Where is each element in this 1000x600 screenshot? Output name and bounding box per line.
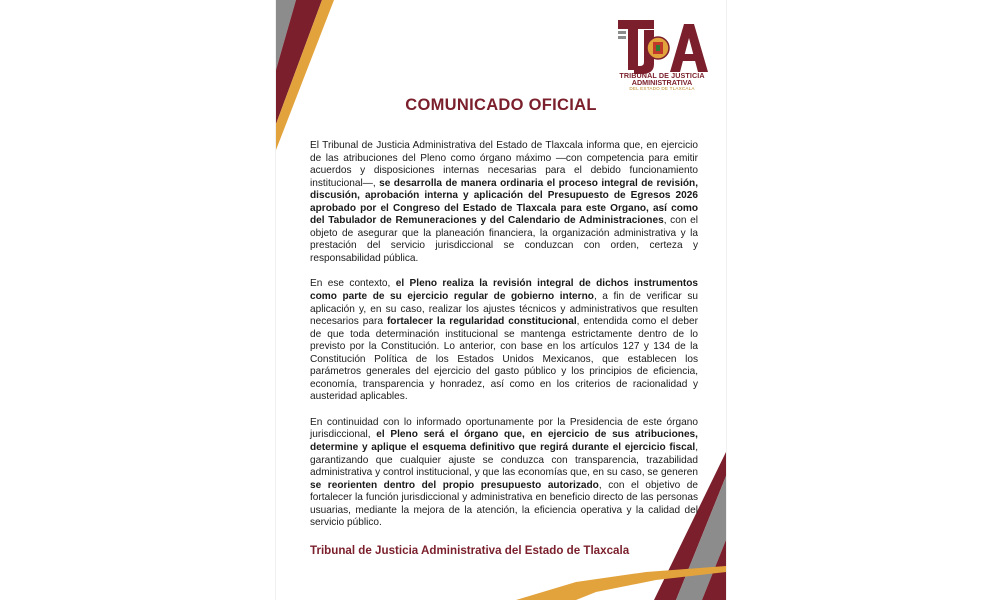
text-run: El Tribunal de Justicia Administrativa del Estado de Tlaxcala informa que, en ejercicio de las atribuciones del Pleno como órgano máximo —con competencia para emitir acuerdos y disposiciones internas necesarias para el debido funcionamiento institucional—, bbox=[310, 140, 698, 189]
logo-line-3: DEL ESTADO DE TLAXCALA bbox=[629, 86, 695, 92]
body-paragraph-1 bbox=[310, 140, 698, 265]
bold-run: se reorienten dentro del propio presupuesto autorizado bbox=[310, 479, 599, 491]
bold-run: fortalecer la regularidad constitucional bbox=[386, 316, 577, 328]
document-body bbox=[310, 140, 698, 543]
document-page bbox=[276, 0, 726, 600]
text-run: En continuidad con lo informado oportunamente por la Presidencia de este órgano jurisdiccional, bbox=[310, 416, 698, 441]
bold-run: el Pleno será el órgano que, en ejercicio de sus atribuciones, determine y aplique el esquema definitivo que regirá durante el ejercicio fiscal bbox=[310, 429, 698, 454]
body-paragraph-3 bbox=[310, 417, 698, 530]
text-run: , a fin de verificar su aplicación y, en su caso, realizar los ajustes técnicos y administrativos que resulten necesarios para bbox=[310, 291, 699, 328]
logo-line-2: ADMINISTRATIVA bbox=[631, 78, 693, 88]
document-title: COMUNICADO OFICIAL bbox=[405, 96, 597, 114]
text-run: , con el objetivo de fortalecer la función jurisdiccional y administrativa en beneficio directo de las personas usuarias, mediante la mejora de la atención, la eficiencia operativa y la calidad del servicio público. bbox=[310, 479, 698, 529]
text-run: , garantizando que cualquier ajuste se conduzca con transparencia, trazabilidad administrativa y control institucional, y que las economías que, en su caso, se generen bbox=[310, 442, 698, 479]
text-run: En ese contexto, bbox=[310, 278, 396, 290]
text-run: , con el objeto de asegurar que la planeación financiera, la organización administrativa y la prestación del servicio jurisdiccional se conduzcan con orden, certeza y responsabilidad pública. bbox=[310, 215, 698, 264]
logo-text bbox=[606, 72, 718, 92]
signature-line: Tribunal de Justicia Administrativa del Estado de Tlaxcala bbox=[310, 544, 630, 557]
body-paragraph-2 bbox=[310, 278, 698, 403]
logo-line-1: TRIBUNAL DE JUSTICIA bbox=[619, 71, 705, 80]
bold-run: el Pleno realiza la revisión integral de dichos instrumentos como parte de su ejercicio regular de gobierno interno bbox=[310, 278, 698, 303]
text-run: , entendida como el deber de que toda determinación institucional se mantenga estrictamente dentro de lo previsto por la Constitución. Lo anterior, con base en los artículos 127 y 134 de la Constitución Política de los Estados Unidos Mexicanos, que establecen los parámetros generales del ejercicio del gasto público y los principios de eficiencia, economía, transparencia y honradez, así como en los criterios de racionalidad y austeridad aplicables. bbox=[310, 316, 698, 403]
bold-run: se desarrolla de manera ordinaria el proceso integral de revisión, discusión, aprobación interna y aplicación del Presupuesto de Egresos 2026 aprobado por el Congreso del Estado de Tlaxcala para este Organo, así como del Tabulador de Remuneraciones y del Calendario de Administraciones bbox=[310, 177, 699, 227]
